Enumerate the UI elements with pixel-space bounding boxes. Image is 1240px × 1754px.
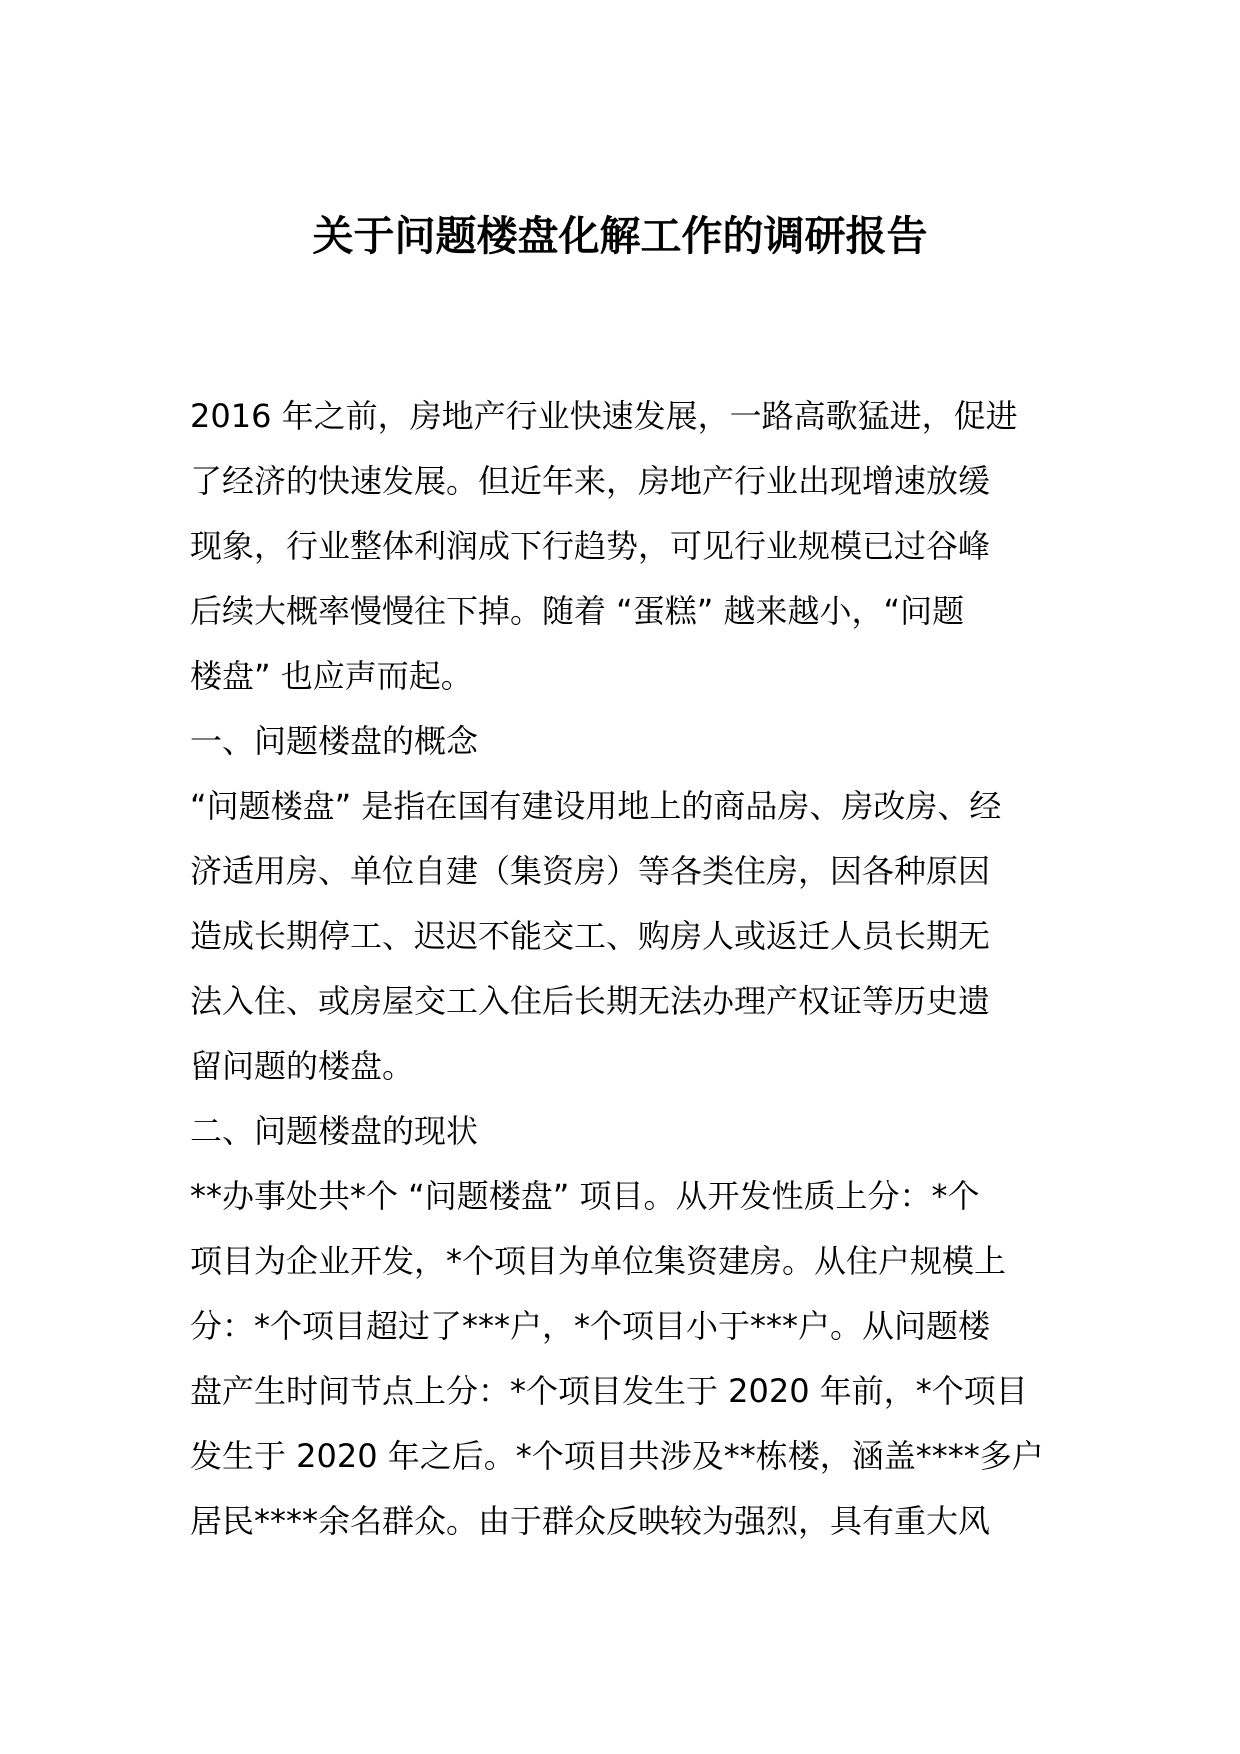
paragraph-status-line: 分：*个项目超过了***户，*个项目小于***户。从问题楼	[190, 1307, 991, 1345]
section-heading-status: 二、问题楼盘的现状	[190, 1112, 479, 1150]
paragraph-status-line: 发生于 2020 年之后。*个项目共涉及**栋楼，涵盖****多户	[190, 1437, 1044, 1475]
section-heading-concept: 一、问题楼盘的概念	[190, 722, 479, 760]
paragraph-concept-line: 济适用房、单位自建（集资房）等各类住房，因各种原因	[190, 852, 991, 890]
document-title: 关于问题楼盘化解工作的调研报告	[312, 212, 928, 260]
paragraph-intro-line: 现象，行业整体利润成下行趋势，可见行业规模已过谷峰	[190, 527, 991, 565]
paragraph-concept-line: 留问题的楼盘。	[190, 1047, 415, 1085]
paragraph-concept-line: 造成长期停工、迟迟不能交工、购房人或返迁人员长期无	[190, 917, 991, 955]
paragraph-intro-line: 后续大概率慢慢往下掉。随着 “蛋糕” 越来越小，“问题	[190, 592, 965, 630]
document-body	[190, 384, 1054, 1554]
paragraph-status-line: 项目为企业开发，*个项目为单位集资建房。从住户规模上	[190, 1242, 1007, 1280]
paragraph-status-line: **办事处共*个 “问题楼盘” 项目。从开发性质上分：*个	[190, 1177, 980, 1215]
paragraph-intro-line: 楼盘” 也应声而起。	[190, 657, 473, 695]
paragraph-status-line: 盘产生时间节点上分：*个项目发生于 2020 年前，*个项目	[190, 1372, 1028, 1410]
paragraph-concept-line: 法入住、或房屋交工入住后长期无法办理产权证等历史遗	[190, 982, 991, 1020]
paragraph-intro-line: 了经济的快速发展。但近年来，房地产行业出现增速放缓	[190, 462, 991, 500]
paragraph-status-line: 居民****余名群众。由于群众反映较为强烈，具有重大风	[190, 1502, 991, 1540]
paragraph-concept-line: “问题楼盘” 是指在国有建设用地上的商品房、房改房、经	[190, 787, 1002, 825]
paragraph-intro-line: 2016 年之前，房地产行业快速发展，一路高歌猛进，促进	[190, 397, 1018, 435]
